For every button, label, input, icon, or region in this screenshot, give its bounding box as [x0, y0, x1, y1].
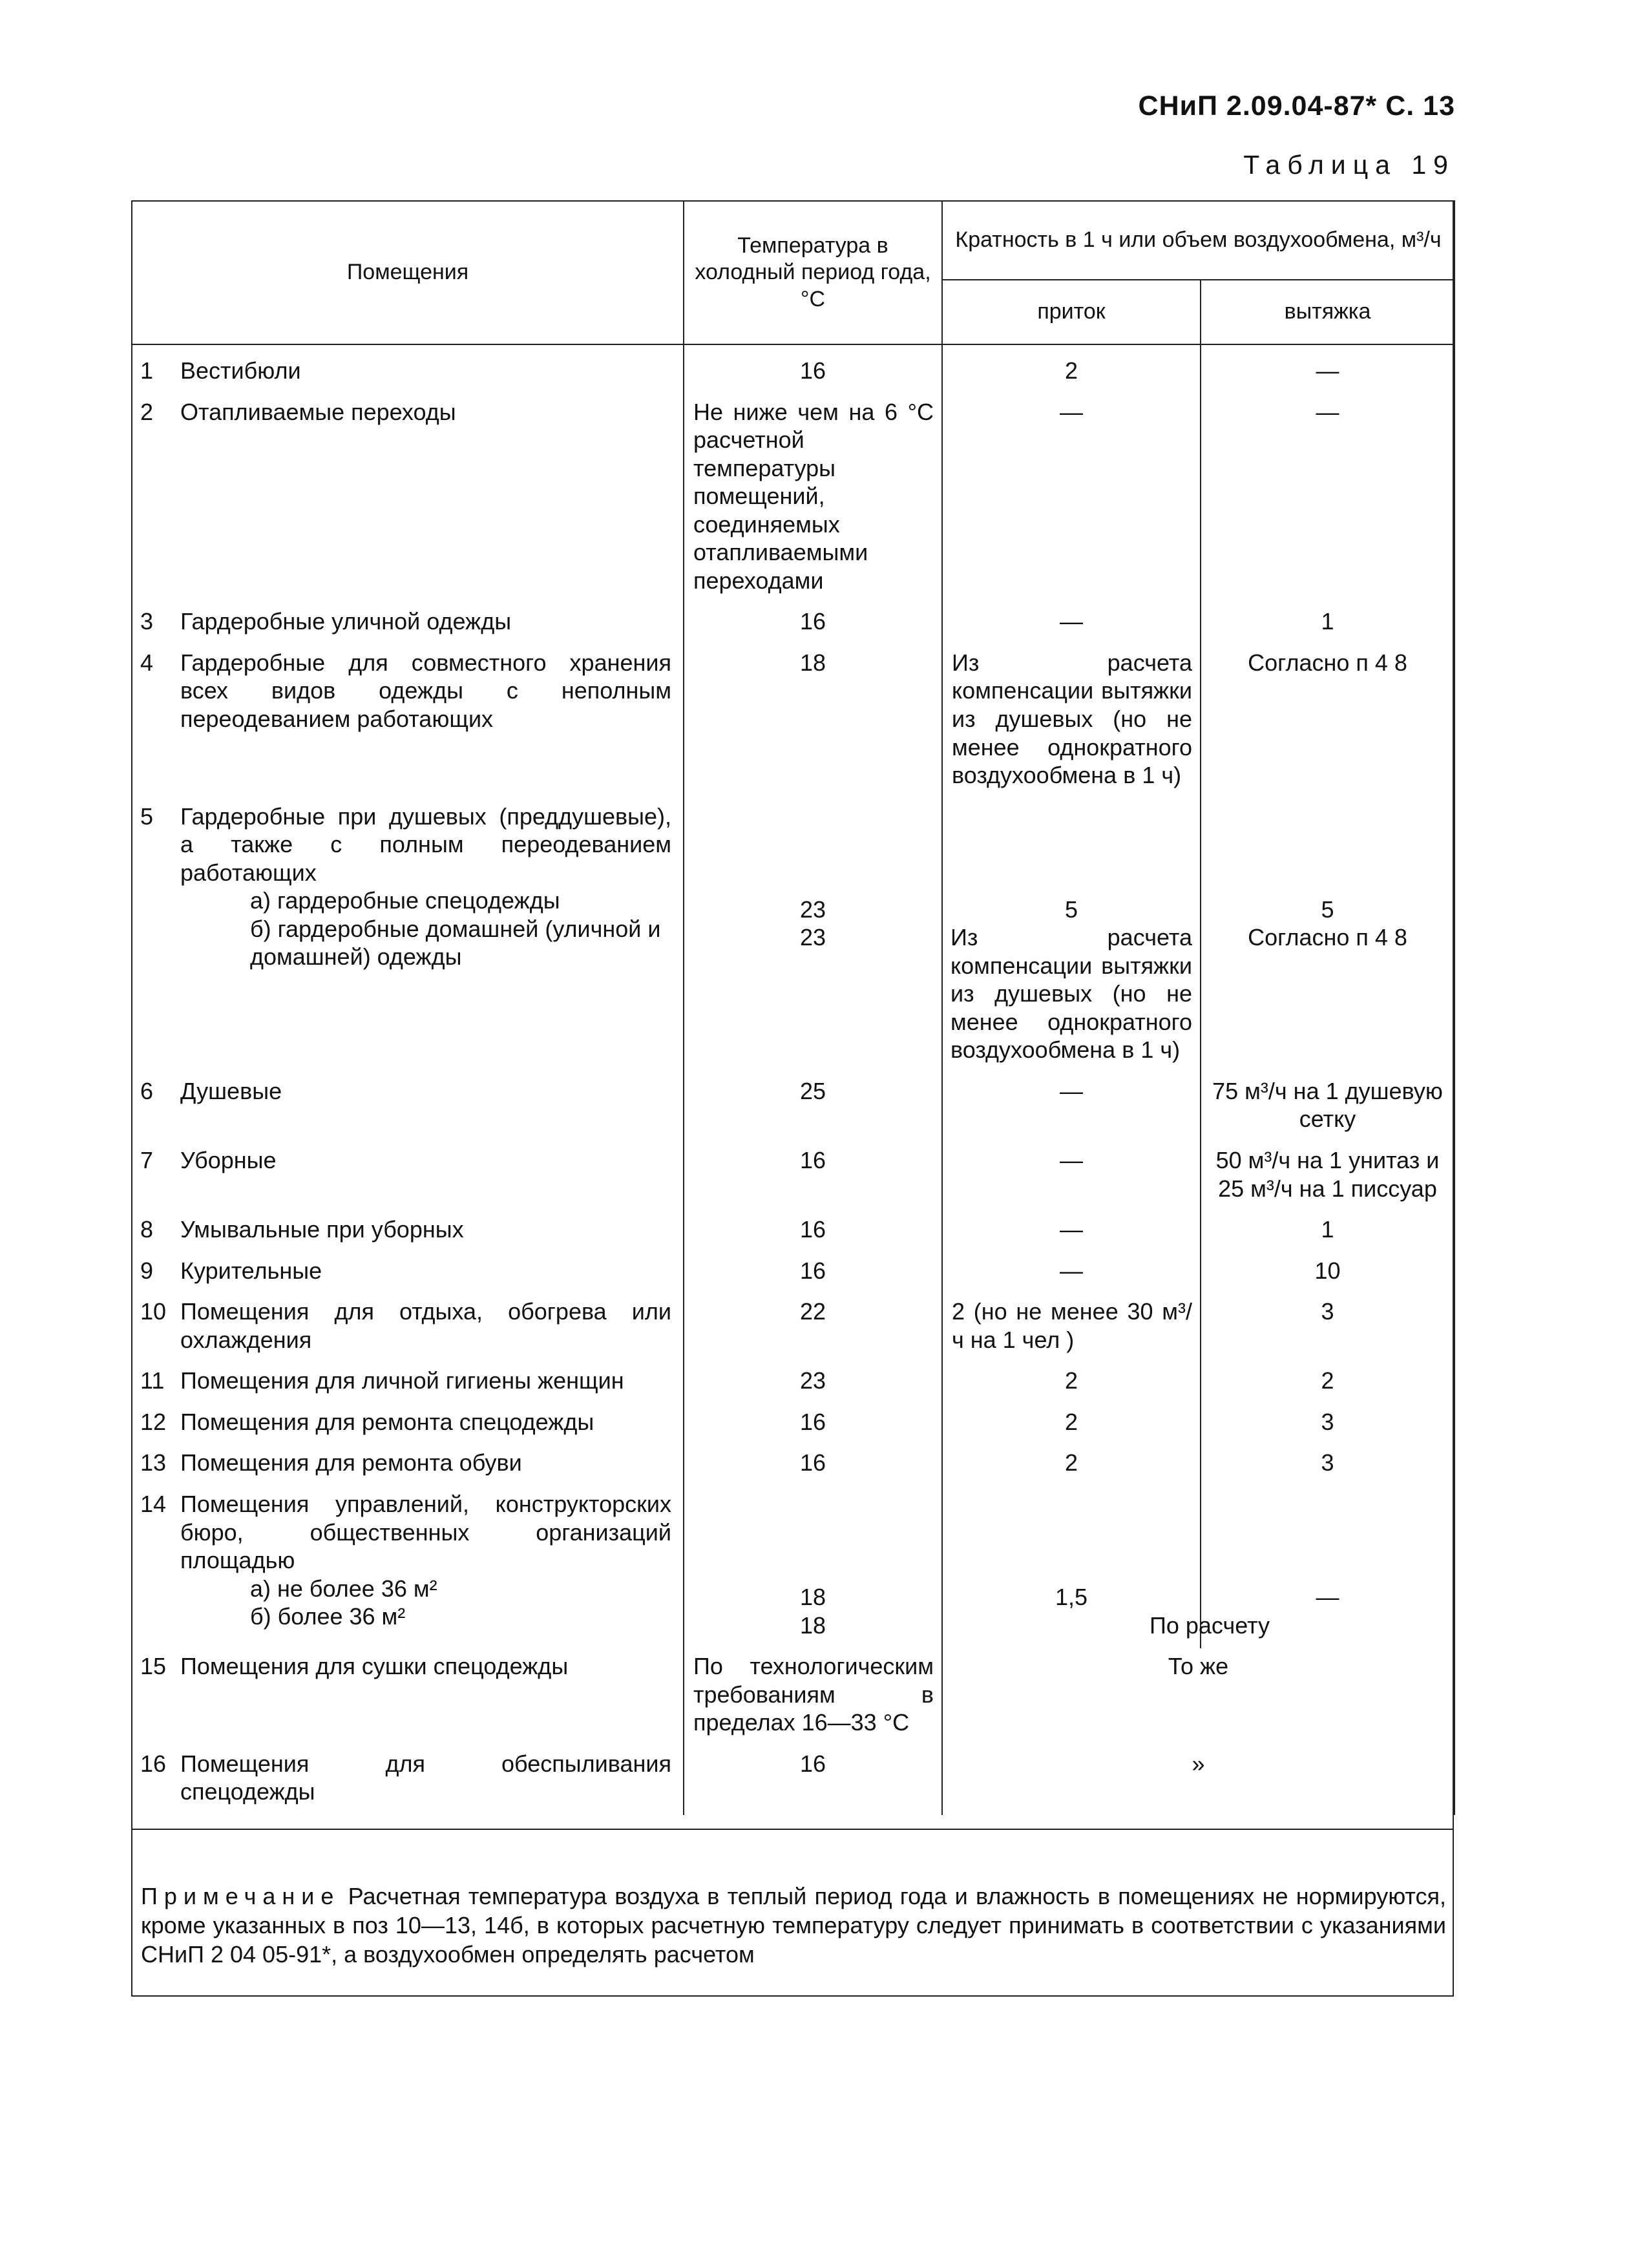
- temperature-cell: 16: [684, 1212, 942, 1253]
- room-name: Помещения для ремонта спецодежды: [180, 1408, 594, 1435]
- exhaust-cell: 1: [1201, 604, 1455, 645]
- exhaust-cell: 50 м³/ч на 1 унитаз и 25 м³/ч на 1 писсуар: [1201, 1142, 1455, 1212]
- room-name: Помещения для обеспыливания спецодежды: [180, 1750, 671, 1805]
- room-name: Помещения для сушки спецодежды: [180, 1653, 569, 1680]
- room-cell: [132, 1253, 684, 1294]
- supply-value: 1,5: [1055, 1583, 1088, 1610]
- table-row: [132, 344, 1455, 394]
- room-cell: [132, 1445, 684, 1486]
- temperature-cell: 23: [684, 1363, 942, 1404]
- room-subitem: б) более 36 м²: [250, 1603, 406, 1630]
- exhaust-cell: [1201, 799, 1455, 1073]
- exhaust-cell: 3: [1201, 1445, 1455, 1486]
- temperature-cell: 22: [684, 1294, 942, 1363]
- exchange-cell: »: [942, 1746, 1455, 1815]
- row-number: 7: [140, 1147, 154, 1174]
- supply-cell: —: [942, 1073, 1201, 1142]
- temperature-cell: По технологическим требованиям в пределах 16—33 °С: [684, 1648, 942, 1746]
- header-supply: приток: [942, 280, 1201, 344]
- row-number: 9: [140, 1257, 154, 1284]
- table-row: [132, 1142, 1455, 1212]
- room-name: Умывальные при уборных: [180, 1216, 464, 1243]
- temperature-cell: Не ниже чем на 6 °С расчетной температуры помещений, соединяемых отапливаемыми переходами: [684, 394, 942, 604]
- row-number: 4: [140, 649, 154, 676]
- temperature-value: 18: [799, 1583, 826, 1610]
- room-cell: [132, 1073, 684, 1142]
- row-number: 14: [140, 1490, 167, 1517]
- row-number: 8: [140, 1216, 154, 1243]
- exhaust-cell: 10: [1201, 1253, 1455, 1294]
- supply-cell: [942, 799, 1201, 1073]
- supply-cell: —: [942, 604, 1201, 645]
- temperature-cell: 16: [684, 344, 942, 394]
- supply-cell: Из расчета компенсации вытяжки из душевых (но не менее однократного воздухообмена в 1 ч): [942, 645, 1201, 799]
- supply-cell: —: [942, 1212, 1201, 1253]
- room-subitem: а) не более 36 м²: [250, 1575, 437, 1602]
- room-name: Курительные: [180, 1257, 322, 1284]
- room-name: Помещения для личной гигиены женщин: [180, 1367, 624, 1394]
- exhaust-value: Согласно п 4 8: [1248, 924, 1407, 951]
- temperature-value: 18: [799, 1612, 826, 1639]
- header-exchange: Кратность в 1 ч или объем воздухообмена, м³/ч: [942, 201, 1455, 280]
- table-row: [132, 1486, 1455, 1648]
- exhaust-cell: 3: [1201, 1404, 1455, 1445]
- table-row: [132, 1294, 1455, 1363]
- temperature-cell: 16: [684, 604, 942, 645]
- exhaust-value: —: [1316, 1583, 1339, 1610]
- table-row: [132, 1363, 1455, 1404]
- supply-cell: 2: [942, 1404, 1201, 1445]
- temperature-value: 23: [799, 924, 826, 951]
- room-cell: [132, 645, 684, 799]
- exhaust-cell: 75 м³/ч на 1 душевую сетку: [1201, 1073, 1455, 1142]
- room-cell: [132, 394, 684, 604]
- supply-value: Из расчета компенсации вытяжки из душевых (но не менее однократного воздухообмена в 1 ч): [951, 924, 1192, 1064]
- table-label: Таблица 19: [1243, 150, 1455, 180]
- room-cell: [132, 1648, 684, 1746]
- table-note: [141, 1882, 1446, 1969]
- row-number: 2: [140, 398, 154, 425]
- exhaust-cell: 1: [1201, 1212, 1455, 1253]
- page-header: СНиП 2.09.04-87* С. 13: [1138, 90, 1455, 121]
- table-row: [132, 394, 1455, 604]
- table-row: [132, 1253, 1455, 1294]
- supply-cell: —: [942, 394, 1201, 604]
- supply-cell: —: [942, 1253, 1201, 1294]
- supply-cell: 2: [942, 344, 1201, 394]
- room-name: Помещения для ремонта обуви: [180, 1449, 522, 1476]
- header-exhaust: вытяжка: [1201, 280, 1455, 344]
- exhaust-cell: 2: [1201, 1363, 1455, 1404]
- table-row: [132, 1445, 1455, 1486]
- row-number: 10: [140, 1298, 167, 1325]
- table-row: [132, 1746, 1455, 1815]
- exhaust-cell: 3: [1201, 1294, 1455, 1363]
- supply-value: 5: [1064, 896, 1078, 923]
- temperature-cell: 16: [684, 1142, 942, 1212]
- room-subitem: а) гардеробные спецодежды: [250, 887, 560, 914]
- room-name: Помещения для отдыха, обогрева или охлаждения: [180, 1298, 671, 1353]
- note-label: Примечание: [141, 1883, 341, 1909]
- room-cell: [132, 1294, 684, 1363]
- room-cell: [132, 604, 684, 645]
- table-row: [132, 645, 1455, 799]
- temperature-cell: 18: [684, 645, 942, 799]
- exhaust-value: 5: [1321, 896, 1334, 923]
- supply-cell: —: [942, 1142, 1201, 1212]
- supply-cell: 2: [942, 1363, 1201, 1404]
- room-cell: [132, 344, 684, 394]
- table-row: [132, 1073, 1455, 1142]
- supply-cell: [942, 1486, 1270, 1648]
- room-cell: [132, 1486, 684, 1648]
- temperature-cell: 16: [684, 1404, 942, 1445]
- temperature-cell: 16: [684, 1445, 942, 1486]
- temperature-cell: 16: [684, 1746, 942, 1815]
- exhaust-cell: Согласно п 4 8: [1201, 645, 1455, 799]
- table-row: [132, 799, 1455, 1073]
- row-number: 15: [140, 1653, 167, 1680]
- room-cell: [132, 1746, 684, 1815]
- supply-cell: 2: [942, 1445, 1201, 1486]
- header-room: Помещения: [132, 201, 684, 344]
- exhaust-cell: —: [1201, 344, 1455, 394]
- table-row: [132, 604, 1455, 645]
- room-name: Гардеробные при душевых (преддушевые), а также с полным переодеванием работающих: [180, 803, 671, 886]
- ventilation-table: [131, 200, 1455, 1815]
- room-cell: [132, 1142, 684, 1212]
- room-name: Душевые: [180, 1077, 282, 1104]
- supply-cell: 2 (но не менее 30 м³/ч на 1 чел ): [942, 1294, 1201, 1363]
- room-cell: [132, 1404, 684, 1445]
- header-temperature: Температура в холодный период года, °С: [684, 201, 942, 344]
- row-number: 1: [140, 357, 154, 384]
- room-name: Помещения управлений, конструкторских бюро, общественных организаций площадью: [180, 1490, 671, 1574]
- supply-value: По расчету: [1149, 1612, 1270, 1639]
- row-number: 13: [140, 1449, 167, 1476]
- note-text: Расчетная температура воздуха в теплый период года и влажность в помещениях не нормируются, кроме указанных в поз 10—13, 14б, в которых расчетную температуру следует принимать в соответствии с указаниями СНиП 2 04 05-91*, а воздухообмен определять расчетом: [141, 1883, 1446, 1968]
- table-row: [132, 1212, 1455, 1253]
- row-number: 16: [140, 1750, 167, 1777]
- temperature-value: 23: [799, 896, 826, 923]
- temperature-cell: 25: [684, 1073, 942, 1142]
- row-number: 5: [140, 803, 154, 830]
- room-subitem: б) гардеробные домашней (уличной и домашней) одежды: [250, 915, 661, 971]
- room-cell: [132, 799, 684, 1073]
- room-cell: [132, 1363, 684, 1404]
- row-number: 11: [140, 1367, 165, 1394]
- row-number: 12: [140, 1408, 167, 1435]
- temperature-cell: [684, 799, 942, 1073]
- exchange-cell: То же: [942, 1648, 1455, 1746]
- room-name: Гардеробные для совместного хранения всех видов одежды с неполным переодеванием работающих: [180, 649, 671, 733]
- room-name: Уборные: [180, 1147, 277, 1174]
- room-name: Гардеробные уличной одежды: [180, 608, 512, 635]
- note-separator: [131, 1829, 1454, 1830]
- room-cell: [132, 1212, 684, 1253]
- room-name: Вестибюли: [180, 357, 301, 384]
- temperature-cell: [684, 1486, 942, 1648]
- row-number: 6: [140, 1077, 154, 1104]
- row-number: 3: [140, 608, 154, 635]
- temperature-cell: 16: [684, 1253, 942, 1294]
- exhaust-cell: —: [1201, 394, 1455, 604]
- table-row: [132, 1404, 1455, 1445]
- table-row: [132, 1648, 1455, 1746]
- room-name: Отапливаемые переходы: [180, 398, 456, 425]
